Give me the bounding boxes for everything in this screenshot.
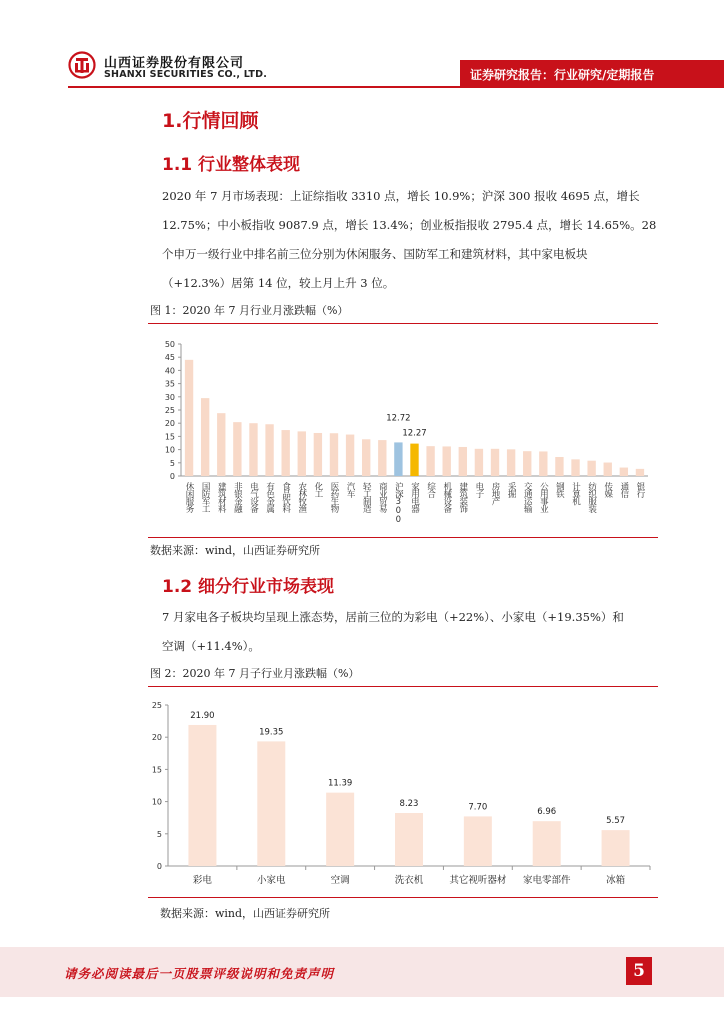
data-label: 12.27 [402, 428, 427, 439]
figure-2-top-rule [148, 686, 658, 687]
category-label: 其它视听器材 [449, 875, 507, 886]
data-label: 12.72 [386, 413, 411, 424]
y-tick-label: 10 [151, 797, 162, 807]
bar [281, 430, 289, 476]
y-tick-label: 30 [164, 392, 175, 402]
company-name-en: SHANXI SECURITIES CO., LTD. [104, 69, 268, 80]
category-label: 洗衣机 [394, 875, 424, 886]
bar [571, 459, 579, 476]
paragraph-line: 空调（+11.4%）。 [162, 639, 260, 653]
y-tick-label: 25 [164, 406, 175, 415]
paragraph-line: （+12.3%）居第 14 位，较上月上升 3 位。 [162, 276, 395, 290]
category-label: 房地产 [490, 482, 501, 505]
data-label: 8.23 [399, 798, 419, 809]
category-label: 沪深300 [393, 482, 404, 524]
category-label: 家电零部件 [522, 875, 571, 886]
data-label: 19.35 [259, 727, 284, 738]
category-label: 空调 [330, 875, 350, 886]
bar [314, 433, 322, 476]
report-type-label: 证券研究报告：行业研究/定期报告 [470, 68, 655, 82]
category-label: 计算机 [570, 482, 581, 505]
data-label: 6.96 [537, 807, 557, 818]
bar [533, 821, 561, 866]
bar [394, 442, 402, 476]
category-label: 交通运输 [522, 482, 533, 512]
category-label: 有色金属 [264, 482, 275, 512]
bar [443, 446, 451, 476]
bar [217, 413, 225, 476]
category-label: 冰箱 [606, 875, 626, 886]
category-label: 综合 [425, 482, 436, 497]
bar [378, 440, 386, 476]
bar [555, 457, 563, 476]
bar [257, 741, 285, 866]
bar [620, 468, 628, 476]
subsection-title: 1.1 行业整体表现 [162, 155, 301, 175]
bar [464, 816, 492, 866]
y-tick-label: 5 [169, 458, 175, 468]
section-title: 1.行情回顾 [162, 110, 259, 132]
bar [410, 444, 418, 476]
category-label: 汽车 [345, 482, 356, 497]
paragraph-market-overview [162, 182, 662, 298]
y-tick-label: 10 [164, 445, 175, 455]
bar [491, 449, 499, 476]
bar [523, 451, 531, 476]
y-tick-label: 25 [151, 701, 162, 710]
figure-2-title: 图 2：2020 年 7 月子行业月涨跌幅（%） [150, 667, 360, 680]
figure-1-top-rule [148, 323, 658, 324]
industry-monthly-change-chart [148, 330, 660, 535]
category-label: 小家电 [257, 875, 286, 886]
bar [330, 433, 338, 476]
paragraph-line: 2020 年 7 月市场表现：上证综指收 3310 点，增长 10.9%；沪深 300 报收 4695 点，增长 [162, 189, 640, 203]
bar [265, 424, 273, 476]
figure-2-bottom-rule [148, 897, 658, 898]
category-label: 非银金融 [232, 482, 243, 512]
y-tick-label: 35 [164, 379, 175, 389]
category-label: 传媒 [602, 482, 613, 497]
bar [426, 446, 434, 476]
bar [602, 830, 630, 866]
bar [362, 439, 370, 476]
y-tick-label: 45 [164, 353, 175, 363]
category-label: 建筑装饰 [457, 482, 468, 512]
figure-2-source: 数据来源：wind，山西证券研究所 [160, 907, 331, 920]
bar [185, 360, 193, 476]
category-label: 彩电 [192, 875, 212, 886]
footer-disclaimer: 请务必阅读最后一页股票评级说明和免责声明 [64, 966, 335, 981]
category-label: 通信 [618, 482, 629, 497]
data-label: 21.90 [190, 710, 215, 721]
y-tick-label: 15 [164, 432, 175, 442]
category-label: 建筑材料 [216, 482, 227, 512]
bar [459, 447, 467, 476]
y-tick-label: 0 [169, 472, 175, 481]
bar [326, 793, 354, 866]
data-label: 11.39 [327, 778, 353, 789]
paragraph-subsector [162, 603, 662, 661]
category-label: 机械设备 [441, 482, 452, 512]
figure-1-bottom-rule [148, 537, 658, 538]
category-label: 家用电器 [409, 482, 420, 512]
bar [233, 422, 241, 476]
category-label: 农林牧渔 [296, 482, 307, 512]
bar [604, 463, 612, 476]
subsection-title: 1.2 细分行业市场表现 [162, 577, 335, 597]
category-label: 国防军工 [200, 482, 211, 512]
bar [346, 435, 354, 476]
y-tick-label: 20 [164, 419, 175, 429]
category-label: 商业贸易 [377, 482, 388, 512]
bar [249, 423, 257, 476]
subsector-monthly-change-chart [148, 694, 660, 894]
data-label: 5.57 [606, 816, 626, 827]
data-label: 7.70 [468, 802, 488, 813]
y-tick-label: 0 [156, 862, 162, 871]
paragraph-line: 个申万一级行业中排名前三位分别为休闲服务、国防军工和建筑材料，其中家电板块 [162, 247, 588, 261]
figure-1-title: 图 1：2020 年 7 月行业月涨跌幅（%） [150, 304, 349, 317]
y-tick-label: 5 [156, 829, 162, 839]
category-label: 轻工制造 [361, 482, 372, 512]
category-label: 电气设备 [248, 482, 259, 512]
category-label: 电子 [473, 482, 484, 497]
bar [395, 813, 423, 866]
y-tick-label: 50 [164, 340, 175, 349]
category-label: 休闲服务 [184, 482, 195, 512]
company-name-cn: 山西证券股份有限公司 [104, 56, 245, 71]
category-label: 食品饮料 [280, 482, 291, 512]
category-label: 钢铁 [554, 482, 565, 497]
bar [201, 398, 209, 476]
page-number: 5 [626, 957, 652, 985]
bar [587, 461, 595, 476]
category-label: 公用事业 [538, 482, 549, 512]
bar [636, 469, 644, 476]
y-tick-label: 40 [164, 366, 175, 376]
bar [507, 449, 515, 476]
figure-1-source: 数据来源：wind，山西证券研究所 [150, 544, 321, 557]
header-divider [68, 86, 724, 88]
bar [298, 431, 306, 476]
category-label: 化工 [312, 482, 323, 497]
category-label: 采掘 [506, 482, 517, 497]
bar [188, 725, 216, 866]
paragraph-line: 12.75%；中小板指收 9087.9 点，增长 13.4%；创业板指报收 2795.4 点，增长 14.65%。28 [162, 218, 657, 232]
y-tick-label: 15 [151, 765, 162, 775]
bar [475, 449, 483, 476]
category-label: 银行 [634, 482, 645, 497]
shanxi-securities-logo-icon [68, 51, 96, 79]
bar [539, 451, 547, 476]
category-label: 医药生物 [328, 482, 339, 512]
y-tick-label: 20 [151, 733, 162, 743]
category-label: 纺织服装 [586, 482, 597, 512]
paragraph-line: 7 月家电各子板块均呈现上涨态势，居前三位的为彩电（+22%）、小家电（+19.35%）和 [162, 610, 624, 624]
